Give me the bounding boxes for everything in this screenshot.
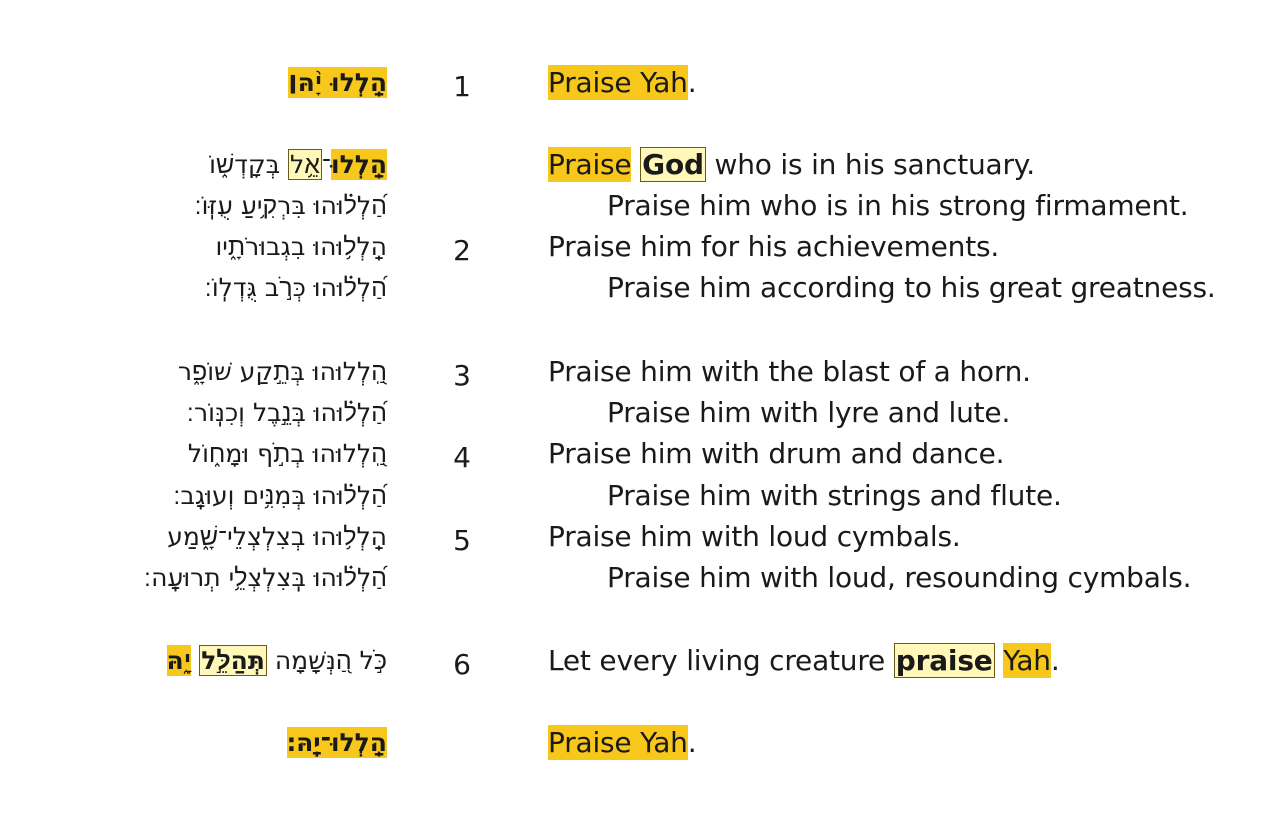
verse-number-1: 1: [453, 70, 471, 103]
closing-row: [0, 722, 1280, 763]
yah-highlight: Yah: [1003, 644, 1051, 677]
closing-hebrew: [287, 722, 387, 763]
verse-2-english-line-1: Praise God who is in his sanctuary.: [548, 148, 1035, 181]
closing-hebrew-highlight: הַֽלְלוּ־יָֽהּ׃: [286, 728, 387, 757]
verse-4-line-2: [0, 475, 1280, 516]
hebrew-highlight: הַֽלְלוּ יָ֨הּ׀: [288, 68, 387, 97]
verse-3-english-line-1: Praise him with the blast of a horn.: [548, 355, 1031, 388]
hebrew-tehallel-box: תְּהַלֵּ֣ל: [201, 646, 265, 675]
hebrew-el-box: אֵ֥ל: [290, 150, 320, 179]
praise-box: praise: [895, 644, 993, 677]
verse-5-english-line-1: Praise him with loud cymbals.: [548, 520, 961, 553]
verse-6-english: Let every living creature praise Yah.: [548, 644, 1060, 677]
verse-2-english-line-2: Praise him who is in his strong firmament.: [607, 189, 1189, 222]
verse-5-line-2: [0, 557, 1280, 598]
verse-number-5: 5: [453, 524, 471, 557]
verse-number-3: 3: [453, 359, 471, 392]
verse-5-hebrew-line-1: הַֽלְל֥וּהוּ בְצִלְצְלֵי־שָׁ֑מַע: [167, 522, 387, 551]
verse-4-line-1: [0, 433, 1280, 474]
verse-6-row: [0, 640, 1280, 681]
verse-2-hebrew-line-2: הַ֝לְל֗וּהוּ בִּרְקִ֥יעַ עֻזּֽוֹ׃: [194, 191, 387, 220]
verse-1-hebrew: [288, 62, 387, 103]
verse-2-line-4: [0, 267, 1280, 308]
verse-4-hebrew-line-1: הַֽ֭לְלוּהוּ בְתֹ֣ף וּמָח֑וֹל: [187, 439, 387, 468]
verse-2-line-2: [0, 185, 1280, 226]
hebrew-yah-highlight: יָ֑הּ: [166, 646, 192, 675]
verse-3-hebrew-line-1: הַֽ֭לְלוּהוּ בְּתֵ֣קַע שׁוֹפָ֑ר: [177, 357, 387, 386]
verse-3-english-line-2: Praise him with lyre and lute.: [607, 396, 1011, 429]
verse-6-hebrew: כֹּ֣ל הַ֭נְּשָׁמָה תְּהַלֵּ֣ל יָ֑הּ: [166, 646, 387, 675]
verse-4-english-line-1: Praise him with drum and dance.: [548, 437, 1005, 470]
praise-yah-highlight: Praise Yah: [548, 66, 688, 99]
verse-number-6: 6: [453, 648, 471, 681]
verse-2-english-line-4: Praise him according to his great greatness.: [607, 271, 1216, 304]
verse-3-hebrew-line-2: הַ֝לְל֗וּהוּ בְּנֵ֣בֶל וְכִנּֽוֹר׃: [186, 398, 387, 427]
verse-4-english-line-2: Praise him with strings and flute.: [607, 479, 1062, 512]
closing-praise-yah-highlight: Praise Yah: [548, 726, 688, 759]
closing-english: Praise Yah.: [548, 726, 697, 759]
verse-number-4: 4: [453, 441, 471, 474]
verse-1-english: Praise Yah.: [548, 66, 697, 99]
verse-2-hebrew-line-3: הַֽלְל֥וּהוּ בִגְבוּרֹתָ֑יו: [215, 232, 387, 261]
verse-2-english-line-3: Praise him for his achievements.: [548, 230, 1000, 263]
verse-2-line-1: [0, 144, 1280, 185]
verse-3-line-1: [0, 351, 1280, 392]
verse-number-2: 2: [453, 234, 471, 267]
verse-5-line-1: [0, 516, 1280, 557]
verse-5-hebrew-line-2: הַ֝לְל֗וּהוּ בְּֽצִלְצְלֵ֥י תְרוּעָֽה׃: [143, 563, 387, 592]
verse-2-hebrew-line-4: הַ֝לְל֗וּהוּ כְּרֹ֣ב גֻּדְלֽוֹ׃: [204, 273, 387, 302]
verse-1-row: [0, 62, 1280, 103]
god-box: God: [642, 148, 704, 181]
verse-3-line-2: [0, 392, 1280, 433]
verse-4-hebrew-line-2: הַ֝לְל֗וּהוּ בְּמִנִּ֥ים וְעוּגָֽב׃: [173, 481, 387, 510]
verse-2-line-3: [0, 226, 1280, 267]
verse-2-hebrew-line-1: הַֽלְלוּ־אֵ֥ל בְּקָדְשׁ֑וֹ: [209, 150, 387, 179]
verse-5-english-line-2: Praise him with loud, resounding cymbals.: [607, 561, 1192, 594]
